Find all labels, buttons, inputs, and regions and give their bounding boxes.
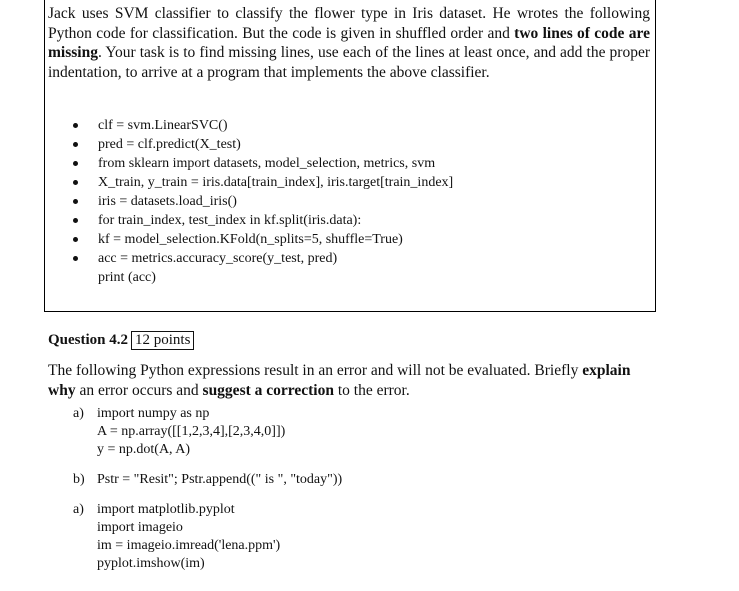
sub-question-c [73,501,342,573]
item-line: A = np.array([[1,2,3,4],[2,3,4,0]]) [97,424,286,439]
points-box: 12 points [131,331,194,350]
code-text: for train_index, test_index in kf.split(iris.data): [98,213,362,228]
prompt-paragraph [48,361,650,400]
item-line: import matplotlib.pyplot [97,502,235,517]
bullet-icon [73,123,78,128]
prompt-text-3: to the error. [333,381,410,399]
item-label: a) [73,406,84,421]
code-text: from sklearn import datasets, model_selection, metrics, svm [98,156,436,171]
code-line [70,211,453,230]
bullet-icon [73,256,78,261]
prompt-text-2: an error occurs and [75,381,203,399]
code-line-last [70,268,453,287]
bullet-icon [73,237,78,242]
code-line [70,192,453,211]
code-line [70,116,453,135]
item-line: pyplot.imshow(im) [97,556,205,571]
sub-questions [73,405,342,573]
code-text: pred = clf.predict(X_test) [98,137,241,152]
question-title: Question 4.2 [48,332,129,348]
bullet-icon [73,142,78,147]
intro-text-2: . Your task is to find missing lines, use each of the lines at least once, and add the proper indentation, to arrive at a program that implements the above classifier. [48,44,650,81]
bullet-icon [73,199,78,204]
item-line: import numpy as np [97,406,210,421]
item-line: Pstr = "Resit"; Pstr.append((" is ", "today")) [97,472,343,487]
item-label: b) [73,472,85,487]
code-line [70,249,453,268]
question-heading [48,331,194,350]
sub-question-b [73,471,342,489]
item-label: a) [73,502,84,517]
code-line [70,135,453,154]
bullet-icon [73,218,78,223]
sub-question-a [73,405,342,459]
code-text: acc = metrics.accuracy_score(y_test, pred) [98,251,338,266]
prompt-bold-1: explain why [48,362,631,399]
code-line [70,173,453,192]
bullet-icon [73,161,78,166]
code-line [70,154,453,173]
bullet-icon [73,180,78,185]
intro-paragraph [48,4,650,82]
code-text: print (acc) [98,270,156,285]
item-line: import imageio [97,520,183,535]
code-line [70,230,453,249]
intro-text-1: Jack uses SVM classifier to classify the flower type in Iris dataset. He wrotes the following Python code for classification. But the code is given in shuffled order and [48,5,650,42]
item-line: y = np.dot(A, A) [97,442,191,457]
code-lines-list [70,116,453,287]
item-line: im = imageio.imread('lena.ppm') [97,538,281,553]
code-text: clf = svm.LinearSVC() [98,118,228,133]
prompt-text-1: The following Python expressions result in an error and will not be evaluated. Briefly [48,362,583,379]
code-text: kf = model_selection.KFold(n_splits=5, shuffle=True) [98,232,403,247]
code-text: iris = datasets.load_iris() [98,194,237,209]
prompt-bold-2: suggest a correction [202,381,334,399]
intro-bold: two lines of code are missing [48,24,650,61]
code-text: X_train, y_train = iris.data[train_index], iris.target[train_index] [98,175,454,190]
